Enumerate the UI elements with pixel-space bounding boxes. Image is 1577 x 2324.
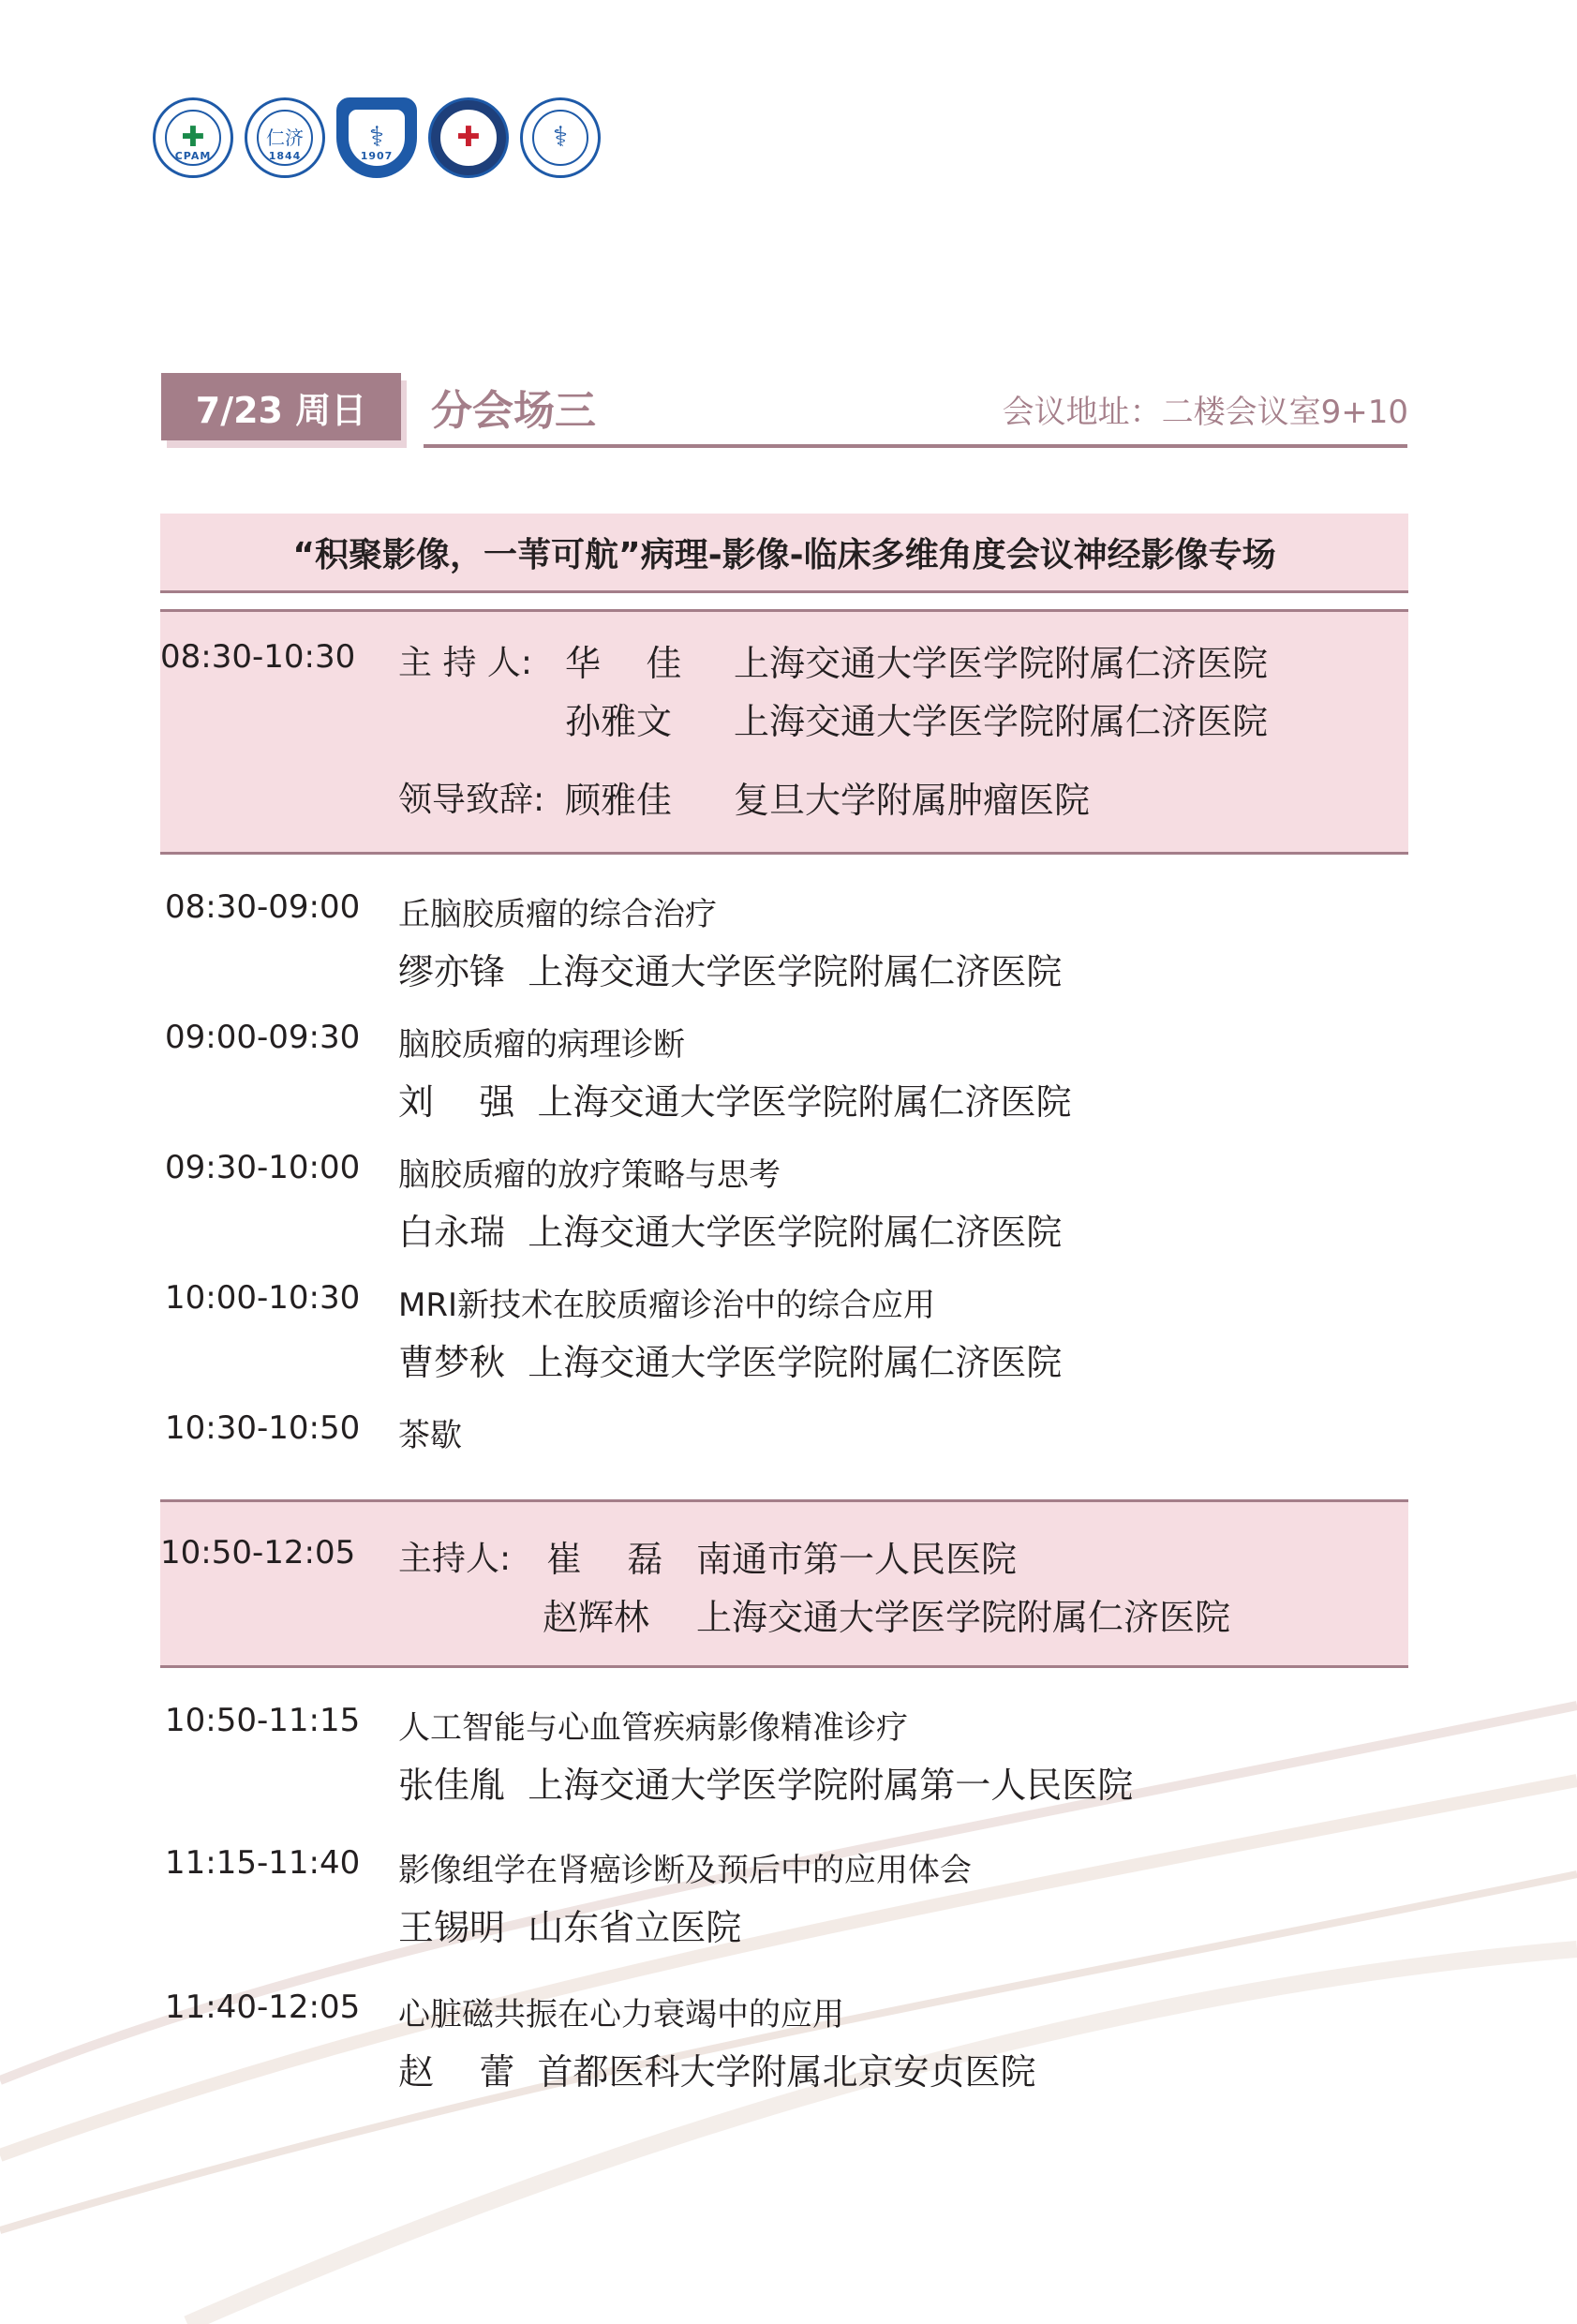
talk-speaker: 刘 强 上海交通大学医学院附属仁济医院 [398, 1081, 1072, 1123]
tea-break: 茶歇 [398, 1417, 462, 1454]
shield-logo: ⚕ 1907 [336, 97, 417, 178]
host-time: 10:50-12:05 [160, 1534, 356, 1572]
talk-topic: 脑胶质瘤的病理诊断 [398, 1026, 685, 1064]
hospital-logo-4: ✚ [428, 97, 509, 178]
host-org: 上海交通大学医学院附属仁济医院 [734, 701, 1269, 742]
host-org: 上海交通大学医学院附属仁济医院 [734, 643, 1269, 684]
renji-logo: 仁济 1844 [245, 97, 325, 178]
talk-time: 10:00-10:30 [165, 1279, 361, 1317]
host-name: 崔 磊 [546, 1539, 663, 1580]
host-name: 华 佳 [565, 643, 682, 684]
talk-time: 10:30-10:50 [165, 1409, 361, 1447]
talk-topic: 脑胶质瘤的放疗策略与思考 [398, 1156, 781, 1194]
header-divider [424, 444, 1407, 448]
leader-label: 领导致辞: [398, 781, 545, 819]
talk-speaker: 赵 蕾 首都医科大学附属北京安贞医院 [398, 2051, 1036, 2093]
host-org: 南通市第一人民医院 [696, 1539, 1018, 1580]
talk-time: 09:00-09:30 [165, 1019, 361, 1056]
host-name: 赵辉林 [543, 1597, 650, 1638]
talk-time: 09:30-10:00 [165, 1149, 361, 1186]
venue-address: 会议地址：二楼会议室9+10 [1002, 394, 1408, 431]
talk-time: 10:50-11:15 [165, 1702, 361, 1739]
talk-topic: 丘脑胶质瘤的综合治疗 [398, 896, 717, 933]
talk-speaker: 缪亦锋 上海交通大学医学院附属仁济医院 [398, 951, 1063, 992]
leader-org: 复旦大学附属肿瘤医院 [734, 780, 1091, 821]
talk-topic: 心脏磁共振在心力衰竭中的应用 [398, 1996, 844, 2034]
talk-speaker: 曹梦秋 上海交通大学医学院附属仁济医院 [398, 1342, 1063, 1383]
talk-topic: 人工智能与心血管疾病影像精准诊疗 [398, 1709, 908, 1747]
talk-time: 11:15-11:40 [165, 1844, 361, 1882]
hospital-logo-5: ⚕ [520, 97, 601, 178]
host-block-2 [160, 1499, 1408, 1668]
host-block-1 [160, 609, 1408, 855]
host-label: 主 持 人: [398, 644, 533, 682]
date-badge: 7/23 周日 [161, 373, 401, 440]
talk-time: 11:40-12:05 [165, 1989, 361, 2026]
host-time: 08:30-10:30 [160, 638, 356, 676]
sponsor-logos [153, 97, 601, 178]
talk-topic: 影像组学在肾癌诊断及预后中的应用体会 [398, 1852, 972, 1889]
talk-speaker: 白永瑞 上海交通大学医学院附属仁济医院 [398, 1212, 1063, 1253]
talk-speaker: 张佳胤 上海交通大学医学院附属第一人民医院 [398, 1765, 1134, 1806]
leader-name: 顾雅佳 [565, 780, 673, 821]
talk-time: 08:30-09:00 [165, 888, 361, 926]
cpam-logo: ✚ CPAM [153, 97, 233, 178]
session-title: “积聚影像，一苇可航”病理-影像-临床多维角度会议神经影像专场 [160, 514, 1408, 593]
host-label: 主持人: [398, 1540, 512, 1578]
talk-topic: MRI新技术在胶质瘤诊治中的综合应用 [398, 1287, 935, 1324]
venue-name: 分会场三 [431, 387, 596, 435]
host-org: 上海交通大学医学院附属仁济医院 [696, 1597, 1231, 1638]
host-name: 孙雅文 [565, 701, 673, 742]
talk-speaker: 王锡明 山东省立医院 [398, 1907, 742, 1948]
